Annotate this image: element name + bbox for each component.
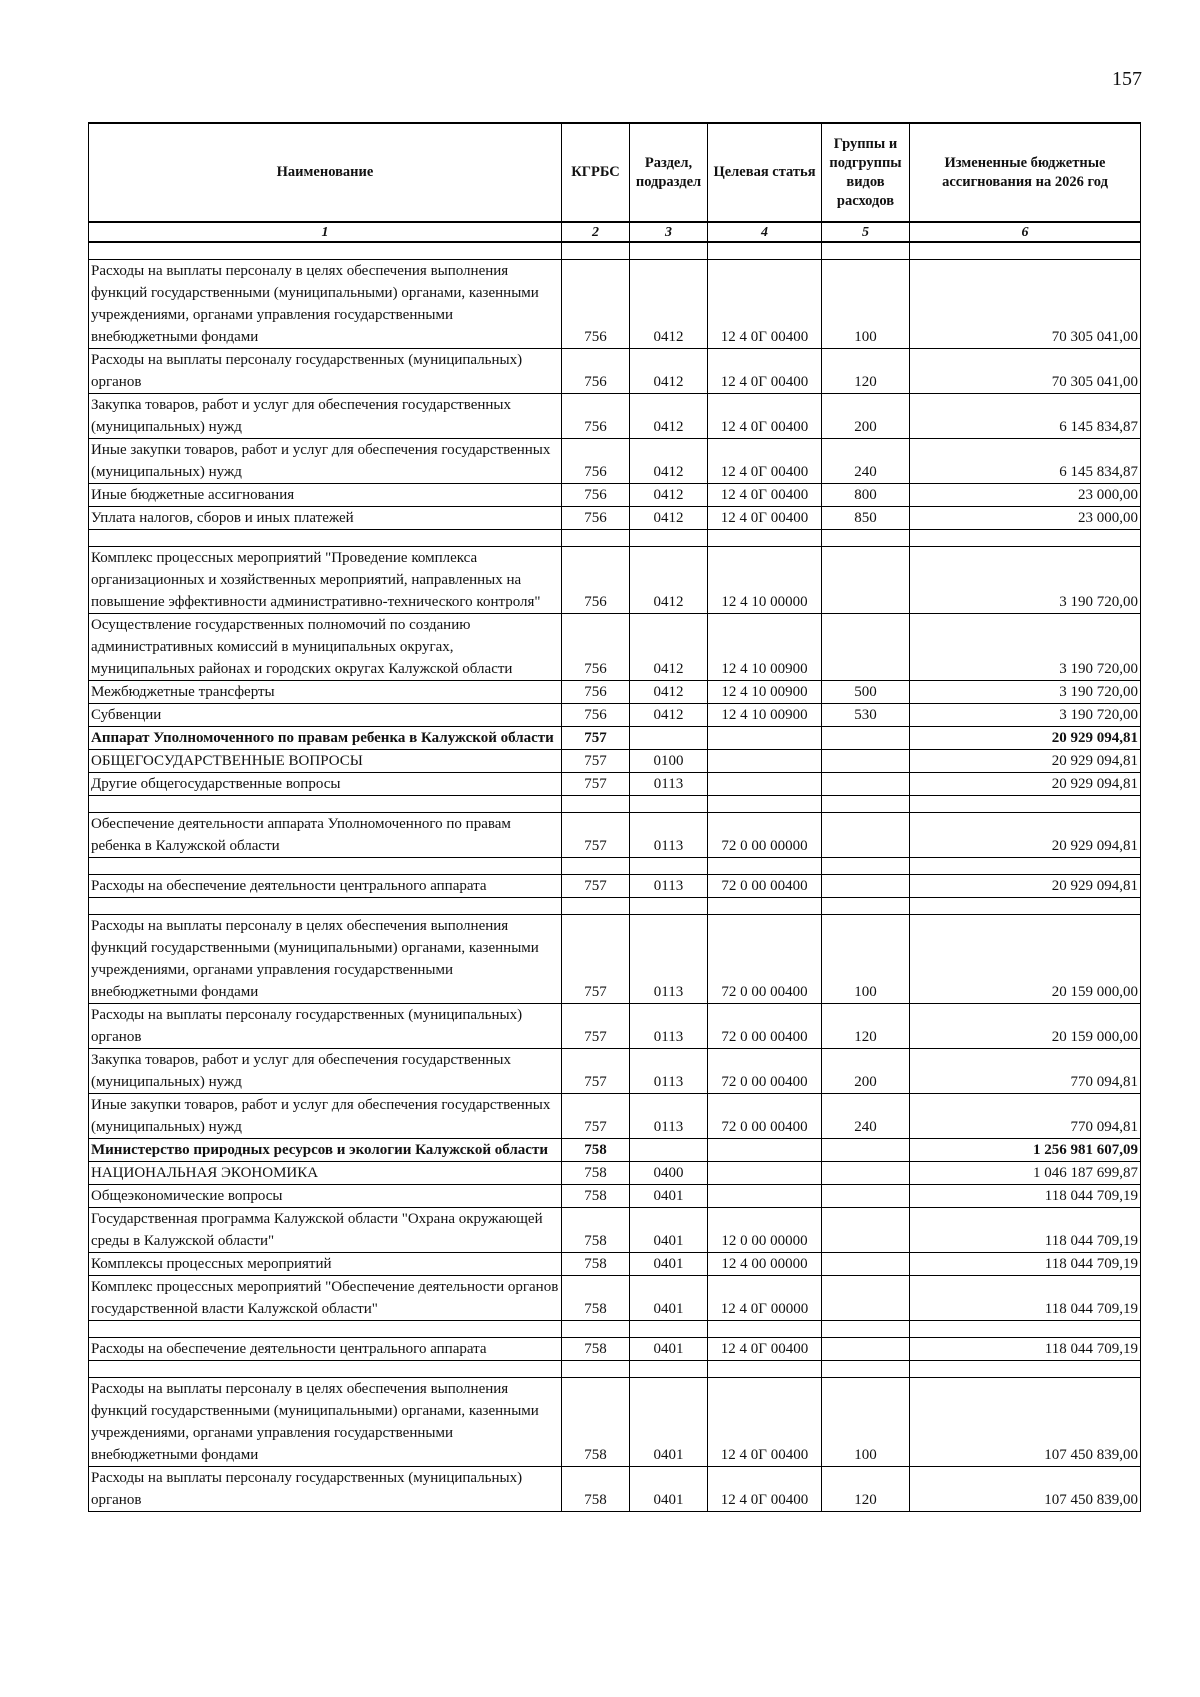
row-section: 0412 bbox=[630, 681, 708, 704]
table-row bbox=[89, 1208, 1141, 1253]
row-name: Министерство природных ресурсов и экологии Калужской области bbox=[89, 1139, 562, 1162]
spacer-cell bbox=[562, 796, 630, 813]
row-name: Межбюджетные трансферты bbox=[89, 681, 562, 704]
row-section: 0401 bbox=[630, 1253, 708, 1276]
spacer-row bbox=[89, 530, 1141, 547]
row-expense-group bbox=[822, 1253, 910, 1276]
row-expense-group: 530 bbox=[822, 704, 910, 727]
row-name: Расходы на выплаты персоналу государственных (муниципальных) органов bbox=[89, 1004, 562, 1049]
row-expense-group: 200 bbox=[822, 394, 910, 439]
row-name: Аппарат Уполномоченного по правам ребенка в Калужской области bbox=[89, 727, 562, 750]
row-section: 0412 bbox=[630, 394, 708, 439]
row-kgrbs: 756 bbox=[562, 260, 630, 349]
spacer-row bbox=[89, 1321, 1141, 1338]
spacer-cell bbox=[822, 898, 910, 915]
spacer-row bbox=[89, 1361, 1141, 1378]
row-name: Иные закупки товаров, работ и услуг для обеспечения государственных (муниципальных) нужд bbox=[89, 1094, 562, 1139]
row-expense-group bbox=[822, 1185, 910, 1208]
row-expense-group bbox=[822, 773, 910, 796]
column-number: 6 bbox=[910, 222, 1141, 242]
column-numbers-row bbox=[89, 222, 1141, 242]
spacer-cell bbox=[822, 530, 910, 547]
spacer-cell bbox=[822, 242, 910, 260]
row-section: 0400 bbox=[630, 1162, 708, 1185]
row-name: Расходы на обеспечение деятельности центрального аппарата bbox=[89, 1338, 562, 1361]
row-expense-group: 100 bbox=[822, 1378, 910, 1467]
header-amount: Измененные бюджетные ассигнования на 2026 год bbox=[910, 123, 1141, 222]
row-target-article: 12 4 0Г 00400 bbox=[708, 484, 822, 507]
row-amount: 107 450 839,00 bbox=[910, 1378, 1141, 1467]
row-kgrbs: 758 bbox=[562, 1139, 630, 1162]
row-amount: 1 046 187 699,87 bbox=[910, 1162, 1141, 1185]
table-row bbox=[89, 260, 1141, 349]
row-expense-group: 500 bbox=[822, 681, 910, 704]
row-target-article: 12 4 0Г 00400 bbox=[708, 349, 822, 394]
table-row bbox=[89, 547, 1141, 614]
spacer-cell bbox=[910, 530, 1141, 547]
spacer-cell bbox=[562, 858, 630, 875]
row-expense-group bbox=[822, 727, 910, 750]
row-kgrbs: 757 bbox=[562, 875, 630, 898]
row-kgrbs: 756 bbox=[562, 439, 630, 484]
column-number: 2 bbox=[562, 222, 630, 242]
row-name: Уплата налогов, сборов и иных платежей bbox=[89, 507, 562, 530]
row-kgrbs: 758 bbox=[562, 1378, 630, 1467]
row-section: 0412 bbox=[630, 349, 708, 394]
header-name: Наименование bbox=[89, 123, 562, 222]
row-amount: 107 450 839,00 bbox=[910, 1467, 1141, 1512]
spacer-cell bbox=[822, 1361, 910, 1378]
table-row bbox=[89, 704, 1141, 727]
row-target-article: 12 4 0Г 00400 bbox=[708, 1467, 822, 1512]
header-groups: Группы и подгруппы видов расходов bbox=[822, 123, 910, 222]
header-target: Целевая статья bbox=[708, 123, 822, 222]
row-expense-group bbox=[822, 875, 910, 898]
spacer-cell bbox=[562, 242, 630, 260]
row-amount: 3 190 720,00 bbox=[910, 547, 1141, 614]
row-amount: 118 044 709,19 bbox=[910, 1253, 1141, 1276]
row-kgrbs: 757 bbox=[562, 1094, 630, 1139]
row-amount: 6 145 834,87 bbox=[910, 394, 1141, 439]
row-expense-group bbox=[822, 813, 910, 858]
row-target-article: 12 4 0Г 00400 bbox=[708, 507, 822, 530]
table-row bbox=[89, 813, 1141, 858]
row-section: 0401 bbox=[630, 1185, 708, 1208]
row-section bbox=[630, 727, 708, 750]
row-name: Комплекс процессных мероприятий "Проведение комплекса организационных и хозяйственных мероприятий, направленных на повышение эффективности административно-технического контроля" bbox=[89, 547, 562, 614]
row-name: Расходы на выплаты персоналу в целях обеспечения выполнения функций государственными (муниципальными) органами, казенными учреждениями, органами управления государственными внебюджетными фондами bbox=[89, 1378, 562, 1467]
row-target-article: 72 0 00 00400 bbox=[708, 915, 822, 1004]
spacer-cell bbox=[822, 1321, 910, 1338]
row-expense-group bbox=[822, 1338, 910, 1361]
row-name: Комплексы процессных мероприятий bbox=[89, 1253, 562, 1276]
row-section: 0412 bbox=[630, 484, 708, 507]
row-target-article: 12 4 00 00000 bbox=[708, 1253, 822, 1276]
row-kgrbs: 756 bbox=[562, 681, 630, 704]
row-expense-group: 120 bbox=[822, 349, 910, 394]
row-amount: 20 929 094,81 bbox=[910, 813, 1141, 858]
row-name: Расходы на выплаты персоналу в целях обеспечения выполнения функций государственными (муниципальными) органами, казенными учреждениями, органами управления государственными внебюджетными фондами bbox=[89, 915, 562, 1004]
column-number: 5 bbox=[822, 222, 910, 242]
spacer-cell bbox=[822, 796, 910, 813]
row-target-article: 12 4 0Г 00400 bbox=[708, 1378, 822, 1467]
row-target-article: 72 0 00 00400 bbox=[708, 1004, 822, 1049]
row-expense-group bbox=[822, 1162, 910, 1185]
table-row bbox=[89, 1004, 1141, 1049]
row-target-article bbox=[708, 727, 822, 750]
row-section: 0412 bbox=[630, 507, 708, 530]
spacer-cell bbox=[89, 1321, 562, 1338]
row-target-article bbox=[708, 1185, 822, 1208]
row-expense-group bbox=[822, 1208, 910, 1253]
spacer-cell bbox=[89, 796, 562, 813]
row-kgrbs: 756 bbox=[562, 484, 630, 507]
row-amount: 3 190 720,00 bbox=[910, 614, 1141, 681]
row-amount: 20 159 000,00 bbox=[910, 915, 1141, 1004]
row-name: Расходы на обеспечение деятельности центрального аппарата bbox=[89, 875, 562, 898]
row-name: Иные бюджетные ассигнования bbox=[89, 484, 562, 507]
table-row bbox=[89, 1049, 1141, 1094]
row-target-article: 12 4 0Г 00400 bbox=[708, 1338, 822, 1361]
table-row bbox=[89, 1185, 1141, 1208]
row-kgrbs: 756 bbox=[562, 547, 630, 614]
row-target-article: 72 0 00 00000 bbox=[708, 813, 822, 858]
spacer-cell bbox=[708, 858, 822, 875]
row-target-article bbox=[708, 1162, 822, 1185]
spacer-cell bbox=[89, 530, 562, 547]
row-kgrbs: 757 bbox=[562, 727, 630, 750]
row-expense-group bbox=[822, 1139, 910, 1162]
table-row bbox=[89, 1467, 1141, 1512]
row-target-article: 12 4 0Г 00400 bbox=[708, 394, 822, 439]
table-row bbox=[89, 1094, 1141, 1139]
row-amount: 20 929 094,81 bbox=[910, 875, 1141, 898]
row-section: 0412 bbox=[630, 704, 708, 727]
row-amount: 20 159 000,00 bbox=[910, 1004, 1141, 1049]
spacer-cell bbox=[910, 242, 1141, 260]
row-name: Осуществление государственных полномочий по созданию административных комиссий в муниципальных округах, муниципальных районах и городских округах Калужской области bbox=[89, 614, 562, 681]
row-name: Другие общегосударственные вопросы bbox=[89, 773, 562, 796]
row-name: Государственная программа Калужской области "Охрана окружающей среды в Калужской области" bbox=[89, 1208, 562, 1253]
row-name: НАЦИОНАЛЬНАЯ ЭКОНОМИКА bbox=[89, 1162, 562, 1185]
table-row bbox=[89, 484, 1141, 507]
row-amount: 770 094,81 bbox=[910, 1049, 1141, 1094]
spacer-cell bbox=[562, 1361, 630, 1378]
header-kgrbs: КГРБС bbox=[562, 123, 630, 222]
row-section: 0401 bbox=[630, 1338, 708, 1361]
table-row bbox=[89, 1139, 1141, 1162]
spacer-cell bbox=[562, 530, 630, 547]
row-kgrbs: 758 bbox=[562, 1208, 630, 1253]
row-target-article: 12 0 00 00000 bbox=[708, 1208, 822, 1253]
table-row bbox=[89, 1253, 1141, 1276]
row-expense-group: 100 bbox=[822, 260, 910, 349]
row-target-article: 12 4 10 00900 bbox=[708, 704, 822, 727]
row-section: 0113 bbox=[630, 875, 708, 898]
spacer-cell bbox=[89, 1361, 562, 1378]
row-target-article: 12 4 10 00900 bbox=[708, 614, 822, 681]
row-expense-group: 100 bbox=[822, 915, 910, 1004]
row-section: 0412 bbox=[630, 614, 708, 681]
row-name: Иные закупки товаров, работ и услуг для обеспечения государственных (муниципальных) нужд bbox=[89, 439, 562, 484]
page-number: 157 bbox=[1112, 68, 1142, 90]
row-kgrbs: 758 bbox=[562, 1162, 630, 1185]
table-row bbox=[89, 1378, 1141, 1467]
row-amount: 770 094,81 bbox=[910, 1094, 1141, 1139]
row-target-article: 12 4 0Г 00400 bbox=[708, 439, 822, 484]
spacer-cell bbox=[630, 530, 708, 547]
table-row bbox=[89, 439, 1141, 484]
row-section: 0113 bbox=[630, 915, 708, 1004]
spacer-cell bbox=[708, 242, 822, 260]
row-amount: 23 000,00 bbox=[910, 507, 1141, 530]
spacer-cell bbox=[708, 1321, 822, 1338]
row-kgrbs: 757 bbox=[562, 1049, 630, 1094]
column-number: 3 bbox=[630, 222, 708, 242]
table-row bbox=[89, 875, 1141, 898]
row-amount: 118 044 709,19 bbox=[910, 1185, 1141, 1208]
table-row bbox=[89, 773, 1141, 796]
row-name: Обеспечение деятельности аппарата Уполномоченного по правам ребенка в Калужской области bbox=[89, 813, 562, 858]
row-amount: 20 929 094,81 bbox=[910, 750, 1141, 773]
row-target-article: 72 0 00 00400 bbox=[708, 1094, 822, 1139]
row-section: 0113 bbox=[630, 1049, 708, 1094]
table-header-row bbox=[89, 123, 1141, 222]
spacer-cell bbox=[630, 1321, 708, 1338]
row-section: 0401 bbox=[630, 1208, 708, 1253]
table-row bbox=[89, 349, 1141, 394]
spacer-cell bbox=[562, 1321, 630, 1338]
table-row bbox=[89, 507, 1141, 530]
row-kgrbs: 758 bbox=[562, 1276, 630, 1321]
row-expense-group: 240 bbox=[822, 439, 910, 484]
row-kgrbs: 757 bbox=[562, 750, 630, 773]
row-amount: 23 000,00 bbox=[910, 484, 1141, 507]
row-name: Закупка товаров, работ и услуг для обеспечения государственных (муниципальных) нужд bbox=[89, 394, 562, 439]
spacer-row bbox=[89, 796, 1141, 813]
row-section: 0113 bbox=[630, 813, 708, 858]
table-row bbox=[89, 1338, 1141, 1361]
row-kgrbs: 757 bbox=[562, 915, 630, 1004]
header-section: Раздел, подраздел bbox=[630, 123, 708, 222]
row-kgrbs: 756 bbox=[562, 507, 630, 530]
spacer-cell bbox=[708, 1361, 822, 1378]
row-amount: 118 044 709,19 bbox=[910, 1208, 1141, 1253]
table-row bbox=[89, 750, 1141, 773]
row-section: 0401 bbox=[630, 1467, 708, 1512]
row-target-article: 12 4 10 00000 bbox=[708, 547, 822, 614]
row-kgrbs: 757 bbox=[562, 1004, 630, 1049]
row-kgrbs: 758 bbox=[562, 1338, 630, 1361]
column-number: 4 bbox=[708, 222, 822, 242]
spacer-cell bbox=[822, 858, 910, 875]
row-amount: 1 256 981 607,09 bbox=[910, 1139, 1141, 1162]
row-kgrbs: 756 bbox=[562, 704, 630, 727]
row-target-article bbox=[708, 773, 822, 796]
row-section: 0100 bbox=[630, 750, 708, 773]
row-name: Общеэкономические вопросы bbox=[89, 1185, 562, 1208]
row-section: 0401 bbox=[630, 1378, 708, 1467]
row-name: Субвенции bbox=[89, 704, 562, 727]
spacer-cell bbox=[708, 530, 822, 547]
table-row bbox=[89, 681, 1141, 704]
spacer-row bbox=[89, 242, 1141, 260]
row-amount: 70 305 041,00 bbox=[910, 349, 1141, 394]
row-expense-group bbox=[822, 750, 910, 773]
row-name: ОБЩЕГОСУДАРСТВЕННЫЕ ВОПРОСЫ bbox=[89, 750, 562, 773]
spacer-cell bbox=[630, 242, 708, 260]
table-row bbox=[89, 1276, 1141, 1321]
column-number: 1 bbox=[89, 222, 562, 242]
table-row bbox=[89, 1162, 1141, 1185]
row-target-article bbox=[708, 750, 822, 773]
spacer-cell bbox=[562, 898, 630, 915]
row-kgrbs: 758 bbox=[562, 1185, 630, 1208]
row-kgrbs: 757 bbox=[562, 773, 630, 796]
row-expense-group: 850 bbox=[822, 507, 910, 530]
budget-table bbox=[88, 122, 1141, 1512]
table-row bbox=[89, 915, 1141, 1004]
row-kgrbs: 756 bbox=[562, 349, 630, 394]
row-expense-group bbox=[822, 547, 910, 614]
row-expense-group: 120 bbox=[822, 1467, 910, 1512]
row-amount: 70 305 041,00 bbox=[910, 260, 1141, 349]
row-section: 0113 bbox=[630, 773, 708, 796]
row-amount: 6 145 834,87 bbox=[910, 439, 1141, 484]
row-section: 0113 bbox=[630, 1094, 708, 1139]
row-kgrbs: 757 bbox=[562, 813, 630, 858]
row-target-article: 12 4 0Г 00000 bbox=[708, 1276, 822, 1321]
row-section: 0401 bbox=[630, 1276, 708, 1321]
table-row bbox=[89, 727, 1141, 750]
spacer-cell bbox=[910, 898, 1141, 915]
row-section: 0412 bbox=[630, 547, 708, 614]
row-amount: 20 929 094,81 bbox=[910, 727, 1141, 750]
row-target-article: 12 4 0Г 00400 bbox=[708, 260, 822, 349]
spacer-cell bbox=[630, 858, 708, 875]
spacer-cell bbox=[630, 796, 708, 813]
row-kgrbs: 758 bbox=[562, 1253, 630, 1276]
table-row bbox=[89, 614, 1141, 681]
row-name: Комплекс процессных мероприятий "Обеспечение деятельности органов государственной власти Калужской области" bbox=[89, 1276, 562, 1321]
row-target-article: 72 0 00 00400 bbox=[708, 875, 822, 898]
spacer-cell bbox=[910, 858, 1141, 875]
row-target-article bbox=[708, 1139, 822, 1162]
spacer-cell bbox=[89, 242, 562, 260]
row-amount: 20 929 094,81 bbox=[910, 773, 1141, 796]
row-name: Расходы на выплаты персоналу в целях обеспечения выполнения функций государственными (муниципальными) органами, казенными учреждениями, органами управления государственными внебюджетными фондами bbox=[89, 260, 562, 349]
spacer-cell bbox=[708, 796, 822, 813]
row-section: 0412 bbox=[630, 260, 708, 349]
row-expense-group: 120 bbox=[822, 1004, 910, 1049]
row-amount: 118 044 709,19 bbox=[910, 1338, 1141, 1361]
spacer-cell bbox=[910, 1361, 1141, 1378]
row-kgrbs: 758 bbox=[562, 1467, 630, 1512]
row-amount: 3 190 720,00 bbox=[910, 704, 1141, 727]
table-row bbox=[89, 394, 1141, 439]
spacer-cell bbox=[630, 898, 708, 915]
spacer-cell bbox=[630, 1361, 708, 1378]
row-section: 0113 bbox=[630, 1004, 708, 1049]
row-target-article: 72 0 00 00400 bbox=[708, 1049, 822, 1094]
row-name: Расходы на выплаты персоналу государственных (муниципальных) органов bbox=[89, 1467, 562, 1512]
spacer-cell bbox=[89, 858, 562, 875]
spacer-cell bbox=[89, 898, 562, 915]
spacer-cell bbox=[910, 1321, 1141, 1338]
row-expense-group: 240 bbox=[822, 1094, 910, 1139]
row-target-article: 12 4 10 00900 bbox=[708, 681, 822, 704]
row-amount: 118 044 709,19 bbox=[910, 1276, 1141, 1321]
row-expense-group: 200 bbox=[822, 1049, 910, 1094]
spacer-cell bbox=[910, 796, 1141, 813]
row-kgrbs: 756 bbox=[562, 614, 630, 681]
row-expense-group bbox=[822, 1276, 910, 1321]
row-amount: 3 190 720,00 bbox=[910, 681, 1141, 704]
spacer-row bbox=[89, 858, 1141, 875]
spacer-cell bbox=[708, 898, 822, 915]
row-name: Расходы на выплаты персоналу государственных (муниципальных) органов bbox=[89, 349, 562, 394]
row-expense-group bbox=[822, 614, 910, 681]
row-kgrbs: 756 bbox=[562, 394, 630, 439]
row-section: 0412 bbox=[630, 439, 708, 484]
row-expense-group: 800 bbox=[822, 484, 910, 507]
row-name: Закупка товаров, работ и услуг для обеспечения государственных (муниципальных) нужд bbox=[89, 1049, 562, 1094]
row-section bbox=[630, 1139, 708, 1162]
spacer-row bbox=[89, 898, 1141, 915]
